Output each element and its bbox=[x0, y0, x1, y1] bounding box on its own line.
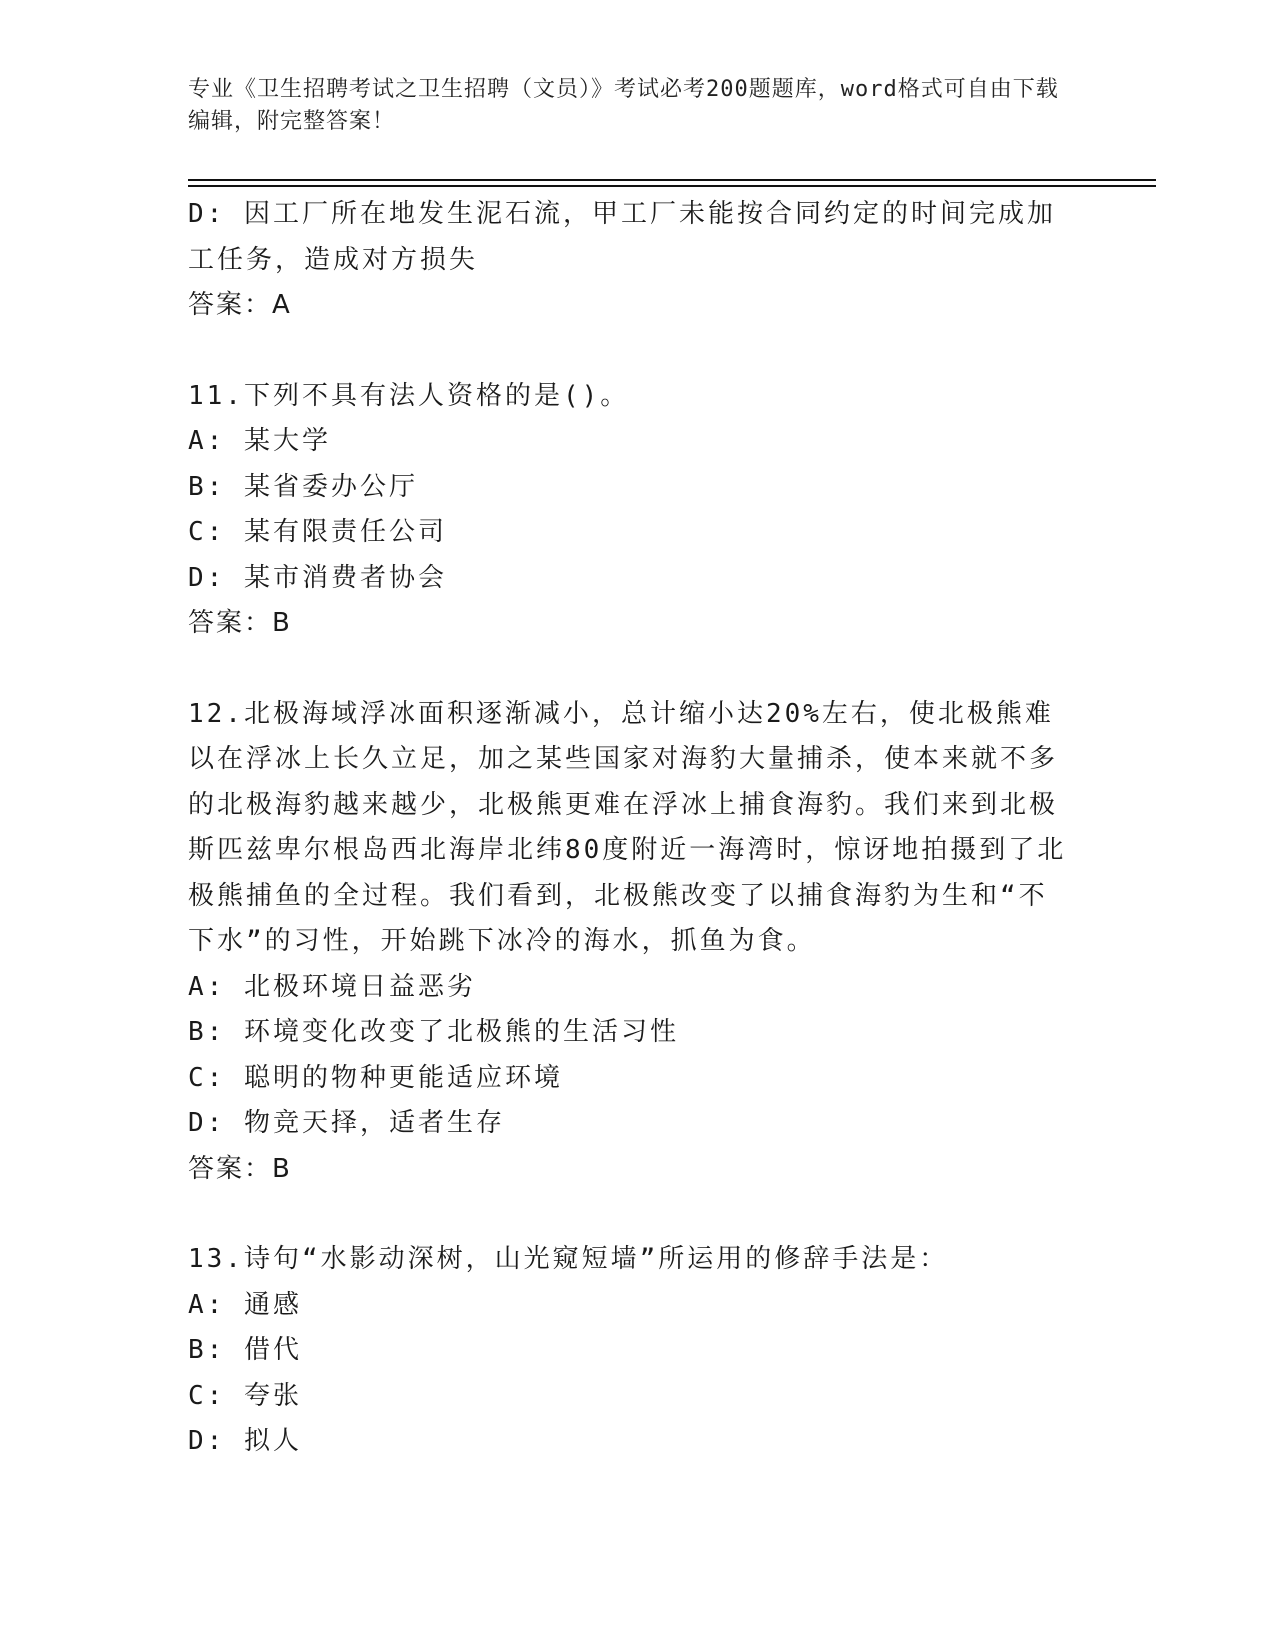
option-d: D: 物竞天择，适者生存 bbox=[188, 1108, 505, 1138]
option-b: B: 环境变化改变了北极熊的生活习性 bbox=[188, 1017, 679, 1047]
question-12 bbox=[188, 692, 1068, 1193]
option-b: B: 借代 bbox=[188, 1335, 302, 1365]
option-c: C: 聪明的物种更能适应环境 bbox=[188, 1062, 563, 1093]
question-text: 11.下列不具有法人资格的是()。 bbox=[188, 380, 630, 411]
option-d: D: 某市消费者协会 bbox=[188, 562, 447, 593]
spacer bbox=[188, 329, 1068, 374]
document-header: 专业《卫生招聘考试之卫生招聘（文员）》考试必考200题题库，word格式可自由下载编辑，附完整答案！ bbox=[188, 77, 1059, 134]
question-13 bbox=[188, 1237, 1068, 1465]
option-d: D: 因工厂所在地发生泥石流，甲工厂未能按合同约定的时间完成加工任务，造成对方损失 bbox=[188, 199, 1056, 275]
option-a: A: 通感 bbox=[188, 1289, 302, 1320]
option-c: C: 某有限责任公司 bbox=[188, 517, 447, 547]
answer: 答案：A bbox=[188, 290, 292, 320]
document-body bbox=[188, 192, 1068, 1465]
option-a: A: 北极环境日益恶劣 bbox=[188, 971, 476, 1002]
question-10-tail bbox=[188, 192, 1068, 329]
spacer bbox=[188, 647, 1068, 692]
header-divider-bottom bbox=[188, 185, 1156, 187]
question-text: 12.北极海域浮冰面积逐渐减小，总计缩小达20%左右，使北极熊难以在浮冰上长久立足，加之某些国家对海豹大量捕杀，使本来就不多的北极海豹越来越少，北极熊更难在浮冰上捕食海豹。我们来到北极斯匹兹卑尔根岛西北海岸北纬80度附近一海湾时，惊讶地拍摄到了北极熊捕鱼的全过程。我们看到，北极熊改变了以捕食海豹为生和“不下水”的习性，开始跳下冰冷的海水，抓鱼为食。 bbox=[188, 698, 1067, 956]
spacer bbox=[188, 1192, 1068, 1237]
answer: 答案：B bbox=[188, 1153, 292, 1184]
option-b: B: 某省委办公厅 bbox=[188, 471, 418, 502]
answer: 答案：B bbox=[188, 608, 292, 638]
option-d: D: 拟人 bbox=[188, 1426, 302, 1456]
option-c: C: 夸张 bbox=[188, 1380, 302, 1411]
question-11 bbox=[188, 374, 1068, 647]
header-divider-top bbox=[188, 179, 1156, 181]
question-text: 13.诗句“水影动深树，山光窥短墙”所运用的修辞手法是： bbox=[188, 1244, 949, 1274]
option-a: A: 某大学 bbox=[188, 426, 331, 456]
